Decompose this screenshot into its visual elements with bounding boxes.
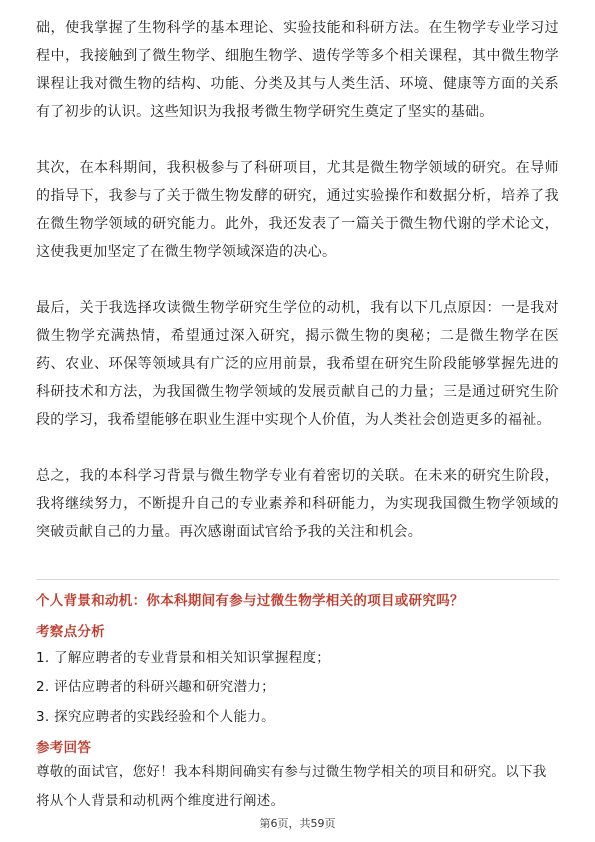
- body-paragraph-2: 其次，在本科期间，我积极参与了科研项目，尤其是微生物学领域的研究。在导师的指导下，我参与了关于微生物发酵的研究，通过实验操作和数据分析，培养了我在微生物学领域的研究能力。此外，我还发表了一篇关于微生物代谢的学术论文，这使我更加坚定了在微生物学领域深造的决心。: [36, 160, 559, 260]
- document-body: [36, 0, 559, 546]
- analysis-heading: 考察点分析: [36, 624, 105, 640]
- answer-text: 尊敬的面试官，您好！我本科期间确实有参与过微生物学相关的项目和研究。以下我将从个人背景和动机两个维度进行阐述。: [36, 764, 547, 809]
- page-footer: 第6页，共59页: [259, 817, 336, 830]
- analysis-point-2: 2. 评估应聘者的科研兴趣和研究潜力；: [36, 679, 275, 695]
- body-paragraph-4: 总之，我的本科学习背景与微生物学专业有着密切的关联。在未来的研究生阶段，我将继续努力，不断提升自己的专业素养和科研能力，为实现我国微生物学领域的突破贡献自己的力量。再次感谢面试官给予我的关注和机会。: [36, 468, 559, 540]
- answer-heading: 参考回答: [36, 740, 92, 756]
- question-title: 个人背景和动机：你本科期间有参与过微生物学相关的项目或研究吗？: [36, 593, 464, 609]
- section-divider: [36, 579, 559, 580]
- analysis-point-3: 3. 探究应聘者的实践经验和个人能力。: [36, 709, 275, 725]
- analysis-point-1: 1. 了解应聘者的专业背景和相关知识掌握程度；: [36, 650, 331, 666]
- body-paragraph-1: 础，使我掌握了生物科学的基本理论、实验技能和科研方法。在生物学专业学习过程中，我接触到了微生物学、细胞生物学、遗传学等多个相关课程，其中微生物学课程让我对微生物的结构、功能、分类及其与人类生活、环境、健康等方面的关系有了初步的认识。这些知识为我报考微生物学研究生奠定了坚实的基础。: [36, 20, 559, 120]
- body-paragraph-3: 最后，关于我选择攻读微生物学研究生学位的动机，我有以下几点原因：一是我对微生物学充满热情，希望通过深入研究，揭示微生物的奥秘；二是微生物学在医药、农业、环保等领域具有广泛的应用前景，我希望在研究生阶段能够掌握先进的科研技术和方法，为我国微生物学领域的发展贡献自己的力量；三是通过研究生阶段的学习，我希望能够在职业生涯中实现个人价值，为人类社会创造更多的福祉。: [36, 300, 559, 428]
